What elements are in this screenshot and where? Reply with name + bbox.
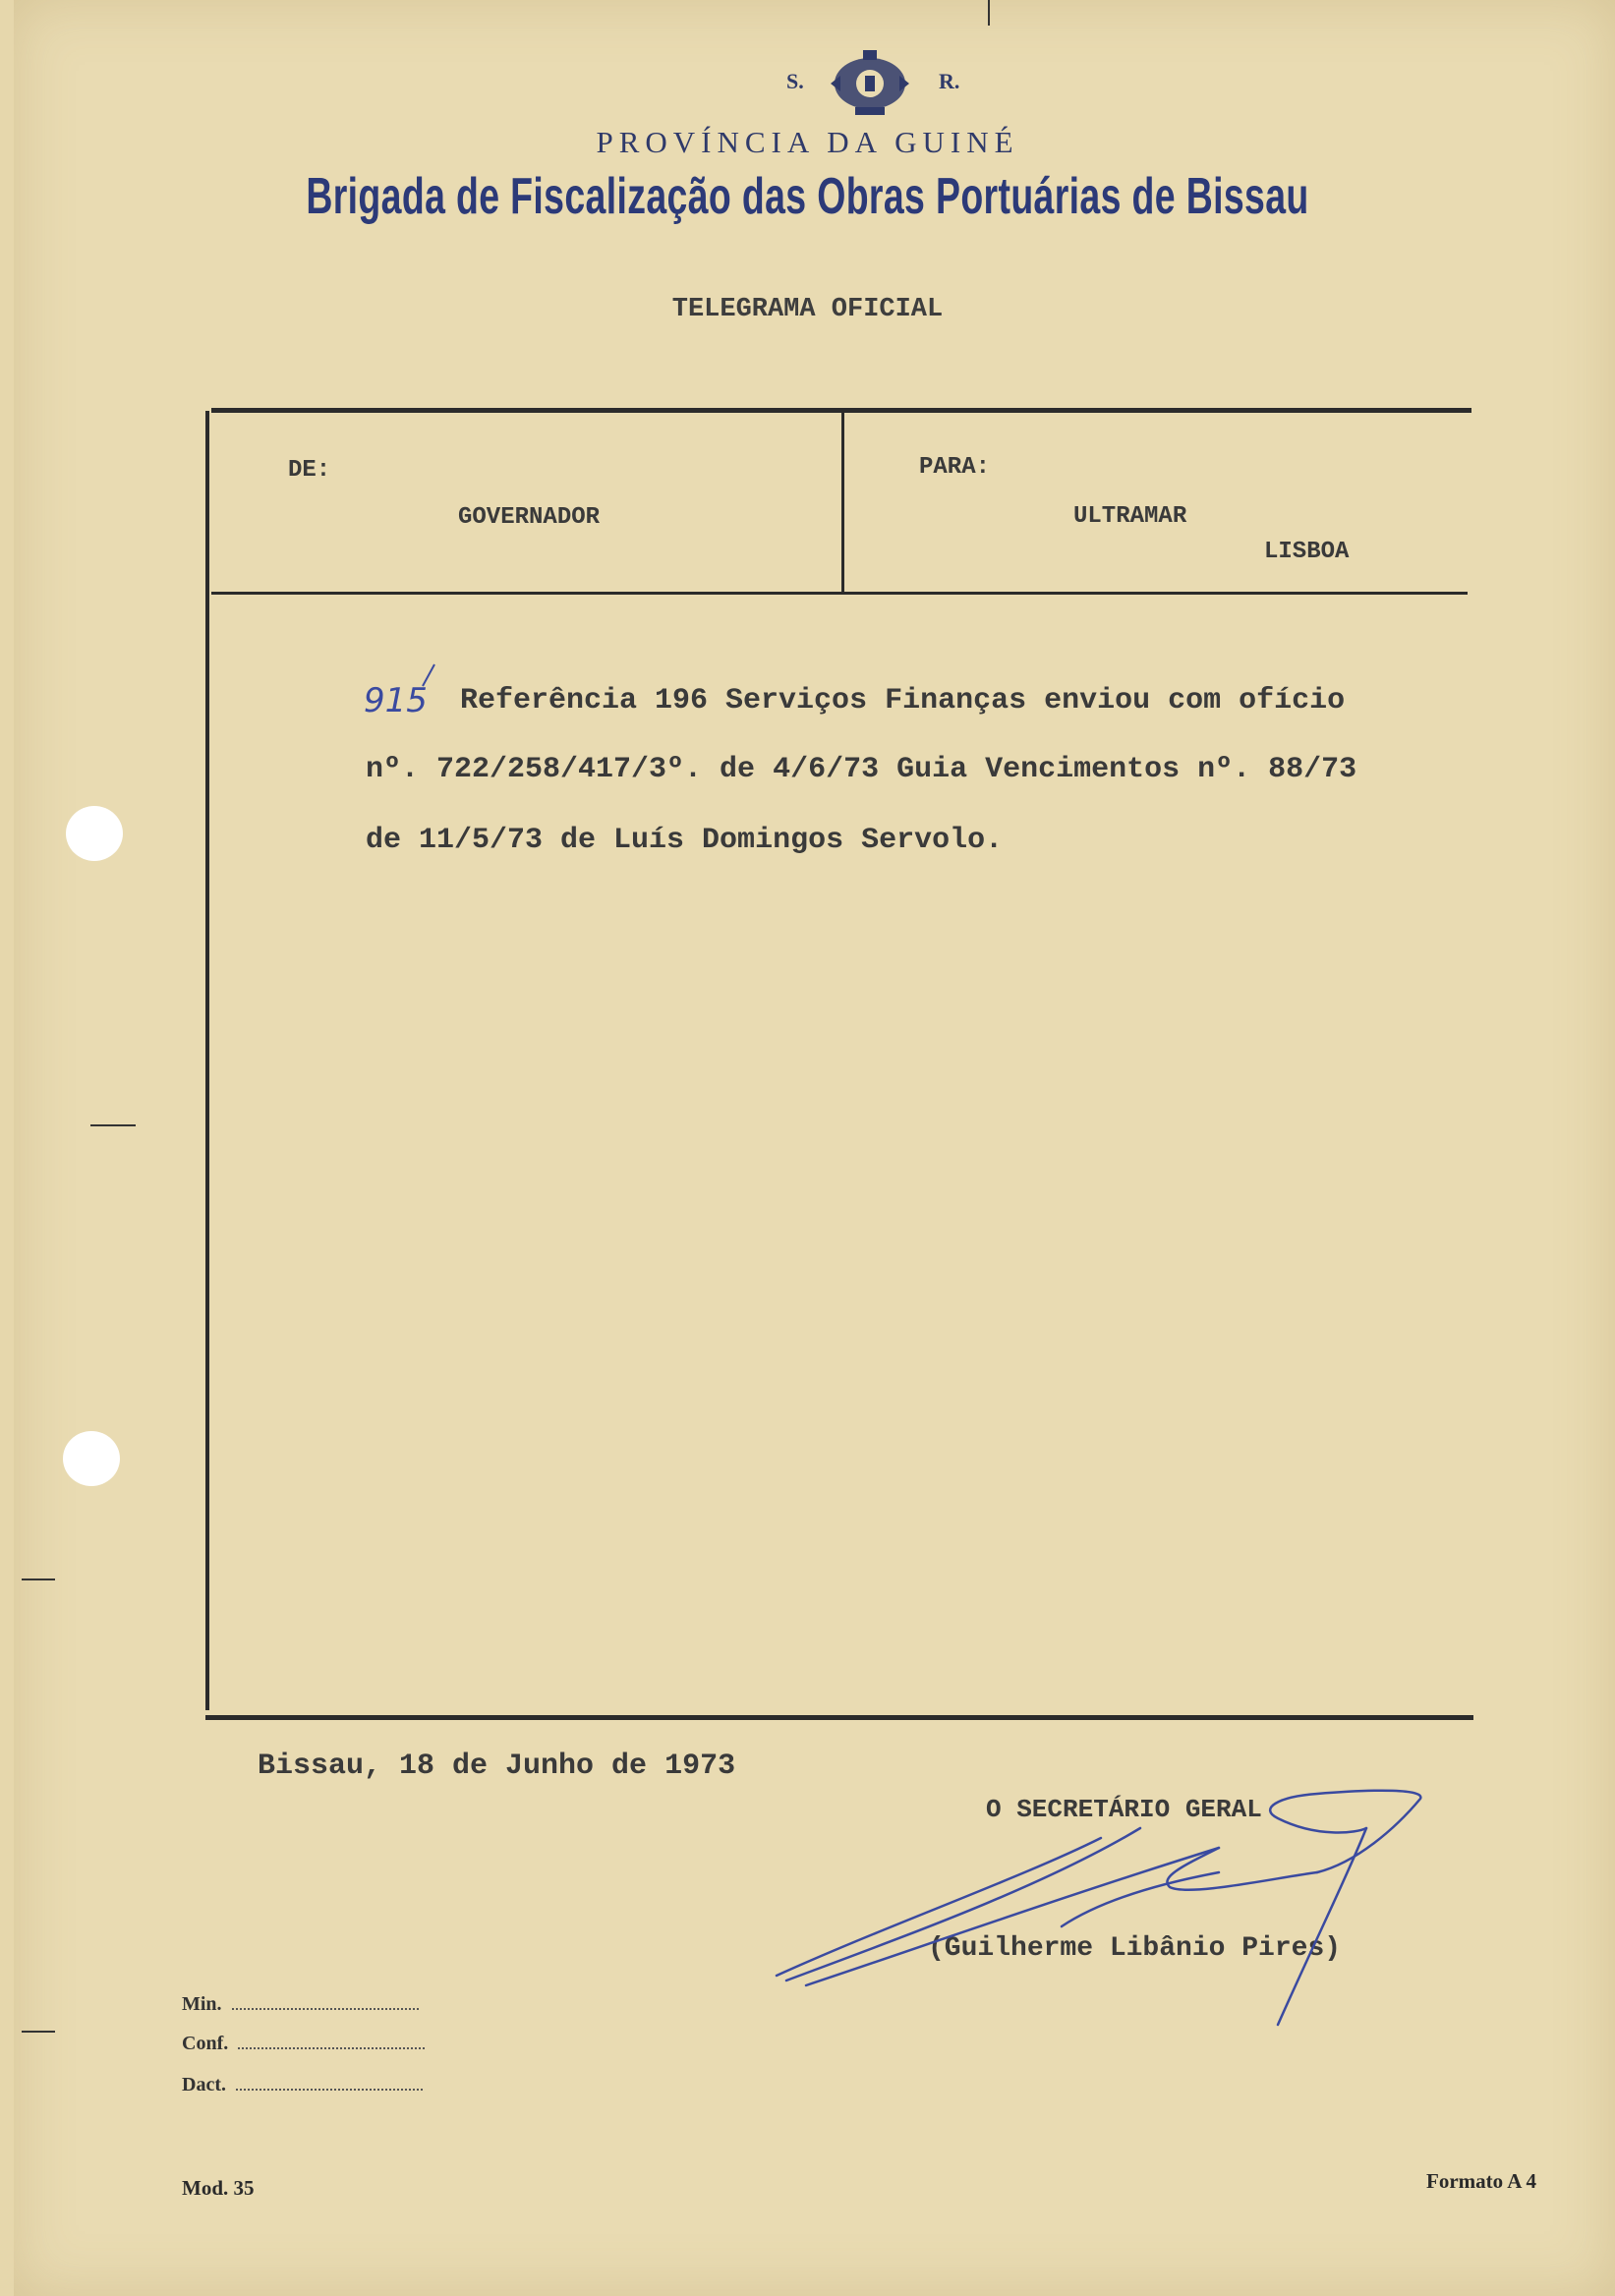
dact-field: [182, 2074, 423, 2096]
punch-hole-top: [66, 806, 123, 861]
organization-title: Brigada de Fiscalização das Obras Portuárias de Bissau: [306, 168, 1309, 225]
coat-of-arms-icon: [826, 44, 914, 121]
frame-header-divider: [211, 592, 1468, 595]
fold-mark-left-1: [90, 1124, 136, 1126]
fold-mark-left-2: [22, 1578, 55, 1580]
min-label: Min.: [182, 1993, 222, 2015]
punch-hole-bottom: [63, 1431, 120, 1486]
message-line-3: de 11/5/73 de Luís Domingos Servolo.: [366, 824, 1004, 857]
to-label: PARA:: [919, 454, 991, 481]
handwritten-number: 915: [364, 681, 428, 719]
fold-mark-top: [988, 0, 990, 26]
paper-format: Formato A 4: [1426, 2169, 1536, 2193]
message-line-1: Referência 196 Serviços Finanças enviou com ofício: [460, 684, 1346, 718]
secretary-name: (Guilherme Libânio Pires): [928, 1933, 1342, 1964]
document-type-title: TELEGRAMA OFICIAL: [671, 295, 944, 324]
from-label: DE:: [288, 457, 331, 484]
conf-dotted-line: [238, 2047, 425, 2049]
secretary-title: O SECRETÁRIO GERAL: [986, 1795, 1262, 1824]
message-line-2: nº. 722/258/417/3º. de 4/6/73 Guia Vencimentos nº. 88/73: [366, 753, 1357, 786]
min-field: [182, 1993, 419, 2016]
header-s-letter: S.: [786, 69, 804, 93]
conf-label: Conf.: [182, 2033, 229, 2054]
date-line: Bissau, 18 de Junho de 1973: [258, 1750, 736, 1783]
from-value: GOVERNADOR: [458, 504, 601, 531]
frame-left-border: [205, 411, 209, 1710]
to-value-line2: LISBOA: [1264, 539, 1350, 565]
frame-bottom-border: [205, 1715, 1473, 1720]
to-value-line1: ULTRAMAR: [1073, 503, 1187, 530]
province-title: PROVÍNCIA DA GUINÉ: [596, 125, 1019, 159]
model-number: Mod. 35: [182, 2176, 255, 2200]
dact-dotted-line: [236, 2089, 423, 2091]
min-dotted-line: [232, 2008, 419, 2010]
conf-field: [182, 2033, 425, 2055]
header-r-letter: R.: [939, 69, 960, 93]
handwritten-number-mark: [362, 660, 450, 719]
dact-label: Dact.: [182, 2074, 226, 2095]
frame-column-divider: [841, 411, 844, 593]
signature-icon: [767, 1769, 1455, 2044]
fold-mark-left-3: [22, 2031, 55, 2033]
